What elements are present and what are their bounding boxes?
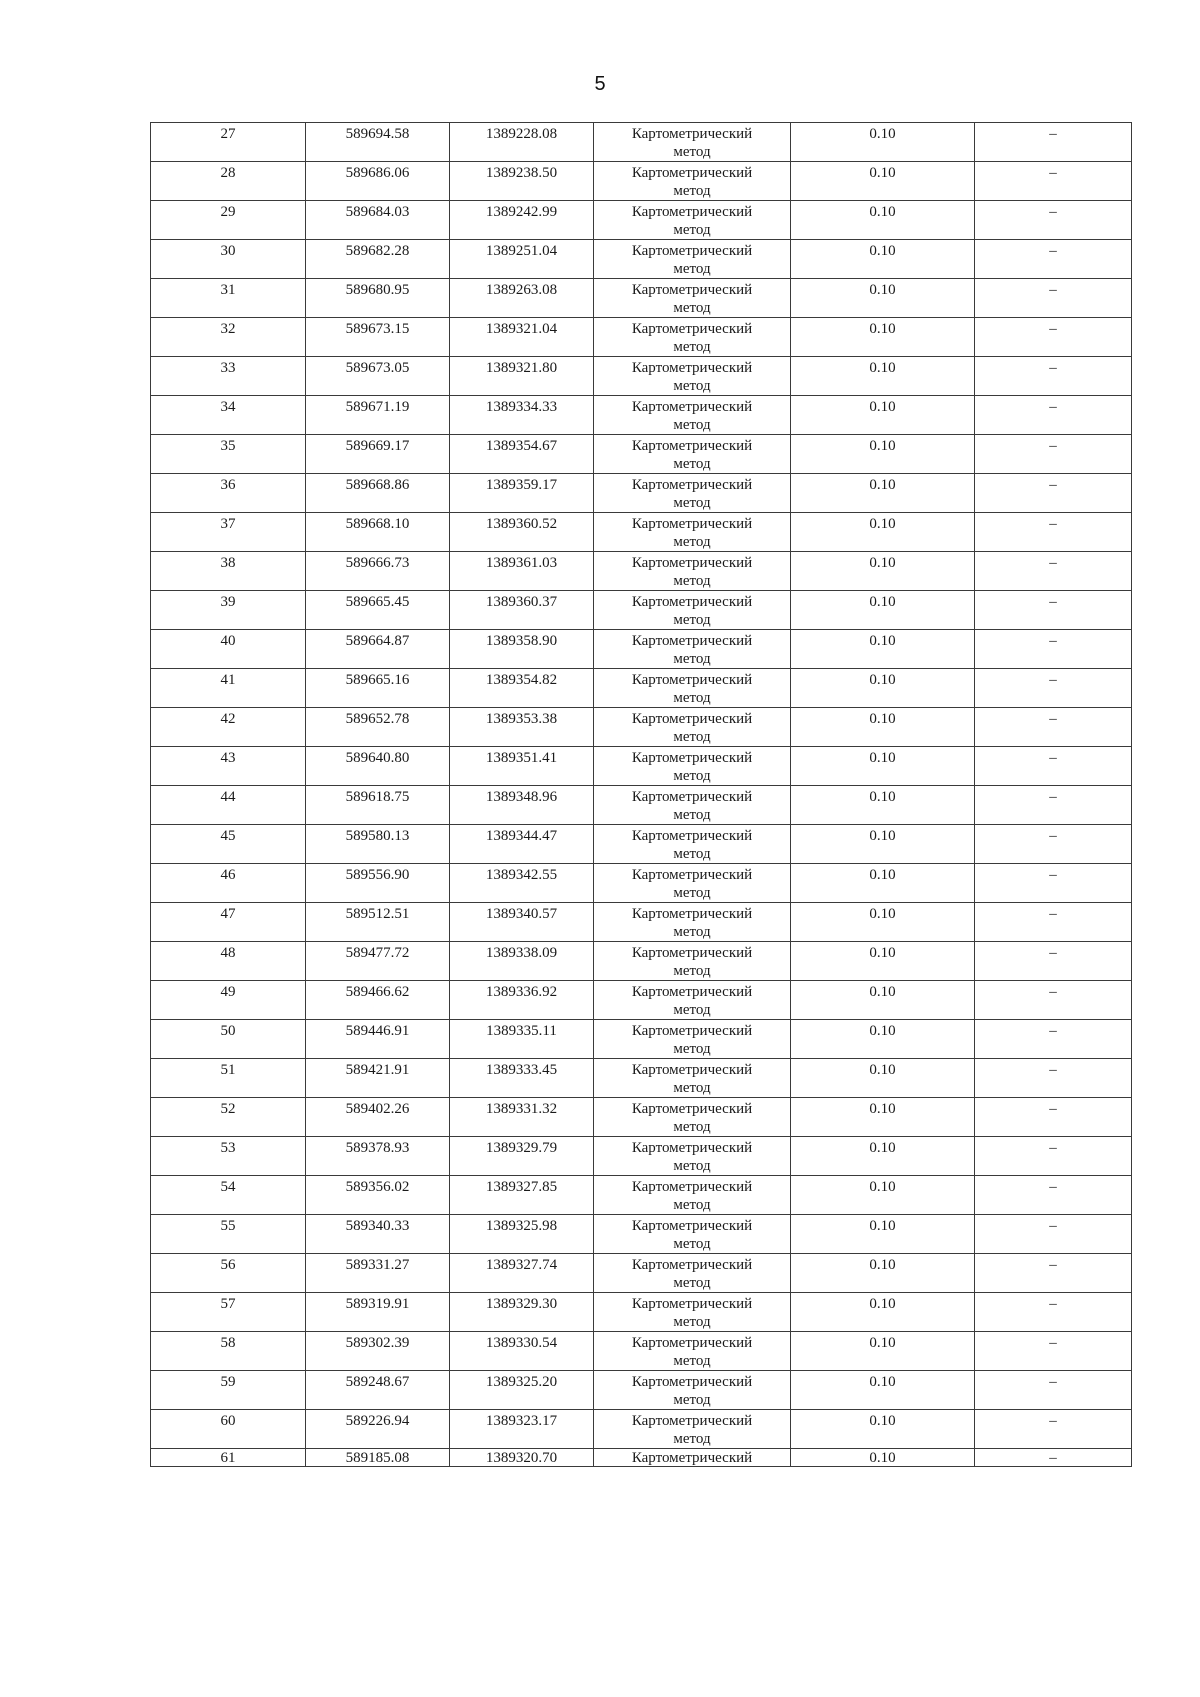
x-coordinate-cell: 589226.94 <box>306 1410 450 1449</box>
note-cell: – <box>975 1371 1132 1410</box>
point-number-cell: 58 <box>151 1332 306 1371</box>
x-coordinate-cell: 589477.72 <box>306 942 450 981</box>
table-row <box>151 435 1132 474</box>
precision-cell: 0.10 <box>791 513 975 552</box>
y-coordinate-cell: 1389228.08 <box>450 123 594 162</box>
x-coordinate-cell: 589668.86 <box>306 474 450 513</box>
note-cell: – <box>975 708 1132 747</box>
table-row <box>151 1020 1132 1059</box>
method-cell: Картометрический метод <box>594 1098 791 1137</box>
method-cell: Картометрический метод <box>594 162 791 201</box>
page-number: 5 <box>594 73 606 95</box>
x-coordinate-cell: 589668.10 <box>306 513 450 552</box>
method-cell: Картометрический метод <box>594 279 791 318</box>
x-coordinate-cell: 589319.91 <box>306 1293 450 1332</box>
note-cell: – <box>975 474 1132 513</box>
point-number-cell: 42 <box>151 708 306 747</box>
x-coordinate-cell: 589580.13 <box>306 825 450 864</box>
table-row <box>151 591 1132 630</box>
point-number-cell: 36 <box>151 474 306 513</box>
method-cell: Картометрический метод <box>594 201 791 240</box>
note-cell: – <box>975 786 1132 825</box>
y-coordinate-cell: 1389336.92 <box>450 981 594 1020</box>
precision-cell: 0.10 <box>791 747 975 786</box>
table-row <box>151 1410 1132 1449</box>
table-row <box>151 669 1132 708</box>
x-coordinate-cell: 589680.95 <box>306 279 450 318</box>
precision-cell: 0.10 <box>791 357 975 396</box>
y-coordinate-cell: 1389238.50 <box>450 162 594 201</box>
x-coordinate-cell: 589652.78 <box>306 708 450 747</box>
x-coordinate-cell: 589673.05 <box>306 357 450 396</box>
y-coordinate-cell: 1389329.79 <box>450 1137 594 1176</box>
note-cell: – <box>975 1098 1132 1137</box>
point-number-cell: 55 <box>151 1215 306 1254</box>
method-cell: Картометрический метод <box>594 1020 791 1059</box>
point-number-cell: 39 <box>151 591 306 630</box>
table-row <box>151 708 1132 747</box>
x-coordinate-cell: 589556.90 <box>306 864 450 903</box>
x-coordinate-cell: 589356.02 <box>306 1176 450 1215</box>
precision-cell: 0.10 <box>791 1215 975 1254</box>
method-cell: Картометрический метод <box>594 1371 791 1410</box>
x-coordinate-cell: 589673.15 <box>306 318 450 357</box>
y-coordinate-cell: 1389335.11 <box>450 1020 594 1059</box>
table-body <box>151 123 1132 1467</box>
method-cell: Картометрический метод <box>594 318 791 357</box>
point-number-cell: 47 <box>151 903 306 942</box>
method-cell: Картометрический метод <box>594 630 791 669</box>
point-number-cell: 52 <box>151 1098 306 1137</box>
x-coordinate-cell: 589446.91 <box>306 1020 450 1059</box>
method-cell: Картометрический метод <box>594 513 791 552</box>
precision-cell: 0.10 <box>791 201 975 240</box>
point-number-cell: 27 <box>151 123 306 162</box>
x-coordinate-cell: 589302.39 <box>306 1332 450 1371</box>
method-cell: Картометрический метод <box>594 474 791 513</box>
table-row <box>151 357 1132 396</box>
point-number-cell: 40 <box>151 630 306 669</box>
precision-cell: 0.10 <box>791 864 975 903</box>
note-cell: – <box>975 201 1132 240</box>
y-coordinate-cell: 1389360.52 <box>450 513 594 552</box>
precision-cell: 0.10 <box>791 591 975 630</box>
note-cell: – <box>975 864 1132 903</box>
y-coordinate-cell: 1389242.99 <box>450 201 594 240</box>
y-coordinate-cell: 1389330.54 <box>450 1332 594 1371</box>
precision-cell: 0.10 <box>791 1293 975 1332</box>
method-cell: Картометрический метод <box>594 669 791 708</box>
table-row <box>151 1293 1132 1332</box>
precision-cell: 0.10 <box>791 981 975 1020</box>
note-cell: – <box>975 825 1132 864</box>
table-row <box>151 240 1132 279</box>
x-coordinate-cell: 589669.17 <box>306 435 450 474</box>
note-cell: – <box>975 123 1132 162</box>
table-row <box>151 513 1132 552</box>
table-row <box>151 1176 1132 1215</box>
note-cell: – <box>975 1137 1132 1176</box>
precision-cell: 0.10 <box>791 396 975 435</box>
precision-cell: 0.10 <box>791 279 975 318</box>
table-row <box>151 903 1132 942</box>
table-row <box>151 825 1132 864</box>
precision-cell: 0.10 <box>791 240 975 279</box>
note-cell: – <box>975 357 1132 396</box>
table-row <box>151 1059 1132 1098</box>
method-cell: Картометрический метод <box>594 708 791 747</box>
x-coordinate-cell: 589512.51 <box>306 903 450 942</box>
precision-cell: 0.10 <box>791 1098 975 1137</box>
point-number-cell: 43 <box>151 747 306 786</box>
table-row <box>151 474 1132 513</box>
point-number-cell: 51 <box>151 1059 306 1098</box>
point-number-cell: 41 <box>151 669 306 708</box>
x-coordinate-cell: 589421.91 <box>306 1059 450 1098</box>
note-cell: – <box>975 1449 1132 1467</box>
point-number-cell: 48 <box>151 942 306 981</box>
method-cell: Картометрический метод <box>594 825 791 864</box>
table-row <box>151 981 1132 1020</box>
x-coordinate-cell: 589671.19 <box>306 396 450 435</box>
note-cell: – <box>975 162 1132 201</box>
note-cell: – <box>975 669 1132 708</box>
point-number-cell: 50 <box>151 1020 306 1059</box>
point-number-cell: 33 <box>151 357 306 396</box>
method-cell: Картометрический метод <box>594 123 791 162</box>
precision-cell: 0.10 <box>791 630 975 669</box>
point-number-cell: 44 <box>151 786 306 825</box>
y-coordinate-cell: 1389333.45 <box>450 1059 594 1098</box>
method-cell: Картометрический метод <box>594 1332 791 1371</box>
y-coordinate-cell: 1389327.74 <box>450 1254 594 1293</box>
method-cell: Картометрический метод <box>594 396 791 435</box>
note-cell: – <box>975 1059 1132 1098</box>
x-coordinate-cell: 589682.28 <box>306 240 450 279</box>
precision-cell: 0.10 <box>791 1371 975 1410</box>
x-coordinate-cell: 589640.80 <box>306 747 450 786</box>
point-number-cell: 60 <box>151 1410 306 1449</box>
method-cell: Картометрический метод <box>594 981 791 1020</box>
point-number-cell: 35 <box>151 435 306 474</box>
y-coordinate-cell: 1389263.08 <box>450 279 594 318</box>
point-number-cell: 53 <box>151 1137 306 1176</box>
y-coordinate-cell: 1389354.67 <box>450 435 594 474</box>
table-row <box>151 1254 1132 1293</box>
point-number-cell: 38 <box>151 552 306 591</box>
y-coordinate-cell: 1389340.57 <box>450 903 594 942</box>
precision-cell: 0.10 <box>791 708 975 747</box>
point-number-cell: 46 <box>151 864 306 903</box>
precision-cell: 0.10 <box>791 435 975 474</box>
point-number-cell: 34 <box>151 396 306 435</box>
note-cell: – <box>975 435 1132 474</box>
precision-cell: 0.10 <box>791 552 975 591</box>
y-coordinate-cell: 1389353.38 <box>450 708 594 747</box>
precision-cell: 0.10 <box>791 825 975 864</box>
x-coordinate-cell: 589248.67 <box>306 1371 450 1410</box>
table-row <box>151 1098 1132 1137</box>
x-coordinate-cell: 589665.16 <box>306 669 450 708</box>
x-coordinate-cell: 589402.26 <box>306 1098 450 1137</box>
method-cell: Картометрический метод <box>594 864 791 903</box>
precision-cell: 0.10 <box>791 123 975 162</box>
table-row <box>151 201 1132 240</box>
point-number-cell: 61 <box>151 1449 306 1467</box>
precision-cell: 0.10 <box>791 162 975 201</box>
note-cell: – <box>975 318 1132 357</box>
y-coordinate-cell: 1389327.85 <box>450 1176 594 1215</box>
method-cell: Картометрический метод <box>594 552 791 591</box>
note-cell: – <box>975 1020 1132 1059</box>
point-number-cell: 29 <box>151 201 306 240</box>
precision-cell: 0.10 <box>791 1254 975 1293</box>
y-coordinate-cell: 1389361.03 <box>450 552 594 591</box>
y-coordinate-cell: 1389323.17 <box>450 1410 594 1449</box>
x-coordinate-cell: 589664.87 <box>306 630 450 669</box>
method-cell: Картометрический метод <box>594 903 791 942</box>
coordinates-table <box>150 122 1132 1467</box>
y-coordinate-cell: 1389358.90 <box>450 630 594 669</box>
method-cell: Картометрический <box>594 1449 791 1467</box>
table-row <box>151 864 1132 903</box>
table-row <box>151 786 1132 825</box>
method-cell: Картометрический метод <box>594 357 791 396</box>
x-coordinate-cell: 589665.45 <box>306 591 450 630</box>
method-cell: Картометрический метод <box>594 942 791 981</box>
note-cell: – <box>975 513 1132 552</box>
y-coordinate-cell: 1389251.04 <box>450 240 594 279</box>
y-coordinate-cell: 1389348.96 <box>450 786 594 825</box>
table-row <box>151 162 1132 201</box>
method-cell: Картометрический метод <box>594 240 791 279</box>
x-coordinate-cell: 589618.75 <box>306 786 450 825</box>
y-coordinate-cell: 1389351.41 <box>450 747 594 786</box>
table-row <box>151 1371 1132 1410</box>
y-coordinate-cell: 1389329.30 <box>450 1293 594 1332</box>
method-cell: Картометрический метод <box>594 786 791 825</box>
y-coordinate-cell: 1389359.17 <box>450 474 594 513</box>
method-cell: Картометрический метод <box>594 1410 791 1449</box>
note-cell: – <box>975 279 1132 318</box>
x-coordinate-cell: 589340.33 <box>306 1215 450 1254</box>
y-coordinate-cell: 1389342.55 <box>450 864 594 903</box>
note-cell: – <box>975 942 1132 981</box>
method-cell: Картометрический метод <box>594 747 791 786</box>
y-coordinate-cell: 1389331.32 <box>450 1098 594 1137</box>
note-cell: – <box>975 1332 1132 1371</box>
point-number-cell: 31 <box>151 279 306 318</box>
precision-cell: 0.10 <box>791 318 975 357</box>
table-row <box>151 1332 1132 1371</box>
y-coordinate-cell: 1389321.04 <box>450 318 594 357</box>
note-cell: – <box>975 552 1132 591</box>
note-cell: – <box>975 1293 1132 1332</box>
note-cell: – <box>975 591 1132 630</box>
method-cell: Картометрический метод <box>594 1059 791 1098</box>
point-number-cell: 30 <box>151 240 306 279</box>
point-number-cell: 28 <box>151 162 306 201</box>
table-row <box>151 747 1132 786</box>
point-number-cell: 56 <box>151 1254 306 1293</box>
method-cell: Картометрический метод <box>594 435 791 474</box>
precision-cell: 0.10 <box>791 1137 975 1176</box>
method-cell: Картометрический метод <box>594 1293 791 1332</box>
y-coordinate-cell: 1389338.09 <box>450 942 594 981</box>
point-number-cell: 57 <box>151 1293 306 1332</box>
y-coordinate-cell: 1389325.20 <box>450 1371 594 1410</box>
x-coordinate-cell: 589185.08 <box>306 1449 450 1467</box>
x-coordinate-cell: 589666.73 <box>306 552 450 591</box>
x-coordinate-cell: 589466.62 <box>306 981 450 1020</box>
method-cell: Картометрический метод <box>594 591 791 630</box>
precision-cell: 0.10 <box>791 1449 975 1467</box>
method-cell: Картометрический метод <box>594 1215 791 1254</box>
method-cell: Картометрический метод <box>594 1137 791 1176</box>
y-coordinate-cell: 1389354.82 <box>450 669 594 708</box>
precision-cell: 0.10 <box>791 474 975 513</box>
note-cell: – <box>975 981 1132 1020</box>
y-coordinate-cell: 1389344.47 <box>450 825 594 864</box>
x-coordinate-cell: 589378.93 <box>306 1137 450 1176</box>
table-row <box>151 396 1132 435</box>
table-row <box>151 123 1132 162</box>
method-cell: Картометрический метод <box>594 1254 791 1293</box>
x-coordinate-cell: 589686.06 <box>306 162 450 201</box>
precision-cell: 0.10 <box>791 1332 975 1371</box>
y-coordinate-cell: 1389334.33 <box>450 396 594 435</box>
point-number-cell: 32 <box>151 318 306 357</box>
table-row <box>151 630 1132 669</box>
point-number-cell: 37 <box>151 513 306 552</box>
note-cell: – <box>975 1176 1132 1215</box>
table-row <box>151 552 1132 591</box>
y-coordinate-cell: 1389325.98 <box>450 1215 594 1254</box>
note-cell: – <box>975 630 1132 669</box>
precision-cell: 0.10 <box>791 1059 975 1098</box>
point-number-cell: 45 <box>151 825 306 864</box>
y-coordinate-cell: 1389320.70 <box>450 1449 594 1467</box>
table-row <box>151 1449 1132 1467</box>
note-cell: – <box>975 240 1132 279</box>
note-cell: – <box>975 1215 1132 1254</box>
precision-cell: 0.10 <box>791 1020 975 1059</box>
table-row <box>151 318 1132 357</box>
method-cell: Картометрический метод <box>594 1176 791 1215</box>
y-coordinate-cell: 1389360.37 <box>450 591 594 630</box>
precision-cell: 0.10 <box>791 1176 975 1215</box>
x-coordinate-cell: 589331.27 <box>306 1254 450 1293</box>
y-coordinate-cell: 1389321.80 <box>450 357 594 396</box>
table-row <box>151 942 1132 981</box>
note-cell: – <box>975 903 1132 942</box>
note-cell: – <box>975 396 1132 435</box>
precision-cell: 0.10 <box>791 1410 975 1449</box>
precision-cell: 0.10 <box>791 903 975 942</box>
precision-cell: 0.10 <box>791 786 975 825</box>
precision-cell: 0.10 <box>791 669 975 708</box>
point-number-cell: 54 <box>151 1176 306 1215</box>
x-coordinate-cell: 589684.03 <box>306 201 450 240</box>
note-cell: – <box>975 747 1132 786</box>
table-row <box>151 1215 1132 1254</box>
point-number-cell: 49 <box>151 981 306 1020</box>
x-coordinate-cell: 589694.58 <box>306 123 450 162</box>
point-number-cell: 59 <box>151 1371 306 1410</box>
note-cell: – <box>975 1254 1132 1293</box>
precision-cell: 0.10 <box>791 942 975 981</box>
table-row <box>151 1137 1132 1176</box>
table-row <box>151 279 1132 318</box>
note-cell: – <box>975 1410 1132 1449</box>
